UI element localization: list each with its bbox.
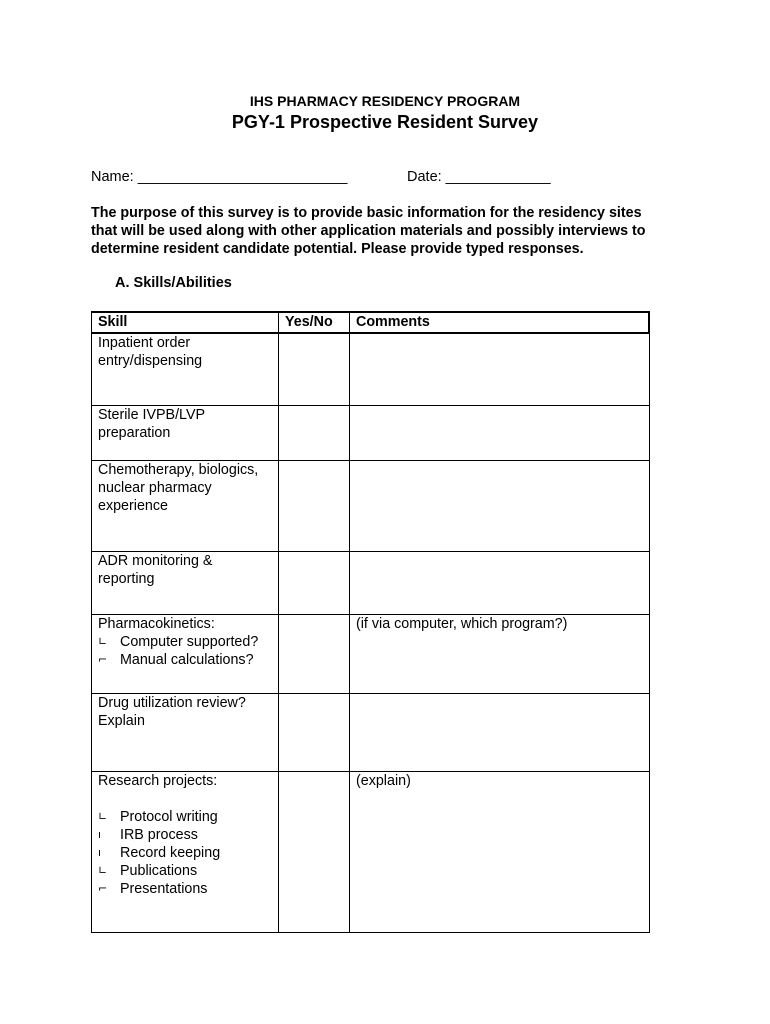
- yes-no-cell[interactable]: [279, 551, 350, 614]
- skill-cell: [92, 460, 279, 551]
- table-row: [92, 405, 650, 460]
- skill-label: reporting: [98, 570, 155, 587]
- table-row: [92, 693, 650, 771]
- list-item[interactable]: [98, 808, 278, 826]
- skill-cell: [92, 771, 279, 932]
- skill-label: ADR monitoring &: [98, 552, 213, 569]
- table-row: [92, 614, 650, 693]
- checkbox-icon[interactable]: ∟: [98, 863, 108, 877]
- yes-no-cell[interactable]: [279, 460, 350, 551]
- sub-item-label: Record keeping: [120, 844, 221, 861]
- yes-no-cell[interactable]: [279, 614, 350, 693]
- list-item[interactable]: [98, 651, 278, 669]
- spacer: [98, 790, 278, 808]
- list-item[interactable]: [98, 633, 278, 651]
- skill-cell: [92, 614, 279, 693]
- skill-cell: [92, 405, 279, 460]
- purpose-line: that will be used along with other application materials and possibly interviews to: [91, 223, 646, 239]
- purpose-line: determine resident candidate potential. Please provide typed responses.: [91, 241, 584, 257]
- date-field[interactable]: Date: _____________: [407, 169, 551, 185]
- sub-item-label: Publications: [120, 862, 198, 879]
- sub-item-list: [98, 808, 278, 898]
- skill-cell: [92, 333, 279, 405]
- table-header-row: [92, 312, 650, 333]
- list-item[interactable]: [98, 844, 278, 862]
- skill-label: experience: [98, 497, 168, 514]
- comments-cell[interactable]: [350, 693, 650, 771]
- skill-cell: [92, 551, 279, 614]
- sub-item-list: [98, 633, 278, 669]
- skill-label: Drug utilization review?: [98, 694, 246, 711]
- checkbox-icon[interactable]: ı: [98, 845, 102, 859]
- section-heading: A. Skills/Abilities: [115, 275, 232, 291]
- purpose-statement: [91, 204, 691, 258]
- sub-item-label: IRB process: [120, 826, 198, 843]
- header-skill: Skill: [92, 312, 279, 333]
- sub-item-label: Computer supported?: [120, 633, 259, 650]
- yes-no-cell[interactable]: [279, 405, 350, 460]
- table-row: [92, 771, 650, 932]
- list-item[interactable]: [98, 862, 278, 880]
- sub-item-label: Protocol writing: [120, 808, 218, 825]
- skills-table: [91, 311, 650, 933]
- checkbox-icon[interactable]: ⌐: [98, 881, 108, 895]
- comments-cell[interactable]: (explain): [350, 771, 650, 932]
- checkbox-icon[interactable]: ∟: [98, 809, 108, 823]
- skill-label: nuclear pharmacy: [98, 479, 212, 496]
- skill-label: preparation: [98, 424, 171, 441]
- purpose-line: The purpose of this survey is to provide basic information for the residency sites: [91, 205, 642, 221]
- comments-cell[interactable]: (if via computer, which program?): [350, 614, 650, 693]
- list-item[interactable]: [98, 880, 278, 898]
- skill-cell: [92, 693, 279, 771]
- name-field[interactable]: Name: __________________________: [91, 169, 348, 185]
- comments-cell[interactable]: [350, 551, 650, 614]
- sub-item-label: Manual calculations?: [120, 651, 254, 668]
- sub-item-label: Presentations: [120, 880, 208, 897]
- program-name: IHS PHARMACY RESIDENCY PROGRAM: [249, 93, 521, 109]
- comments-cell[interactable]: [350, 405, 650, 460]
- table-row: [92, 551, 650, 614]
- skill-label: Explain: [98, 712, 145, 729]
- table-row: [92, 460, 650, 551]
- skill-label: Sterile IVPB/LVP: [98, 406, 206, 423]
- yes-no-cell[interactable]: [279, 771, 350, 932]
- table-row: [92, 333, 650, 405]
- comments-cell[interactable]: [350, 333, 650, 405]
- skill-label: entry/dispensing: [98, 353, 203, 369]
- skill-label: Chemotherapy, biologics,: [98, 461, 259, 478]
- yes-no-cell[interactable]: [279, 693, 350, 771]
- skill-label: Inpatient order: [98, 335, 191, 351]
- page-title: PGY-1 Prospective Resident Survey: [231, 112, 539, 132]
- checkbox-icon[interactable]: ⌐: [98, 652, 108, 666]
- list-item[interactable]: [98, 826, 278, 844]
- skill-label: Pharmacokinetics:: [98, 615, 215, 632]
- header-yes-no: Yes/No: [279, 312, 350, 333]
- yes-no-cell[interactable]: [279, 333, 350, 405]
- header-comments: Comments: [350, 312, 650, 333]
- skill-label: Research projects:: [98, 772, 218, 789]
- comments-cell[interactable]: [350, 460, 650, 551]
- checkbox-icon[interactable]: ∟: [98, 634, 108, 648]
- checkbox-icon[interactable]: ı: [98, 827, 102, 841]
